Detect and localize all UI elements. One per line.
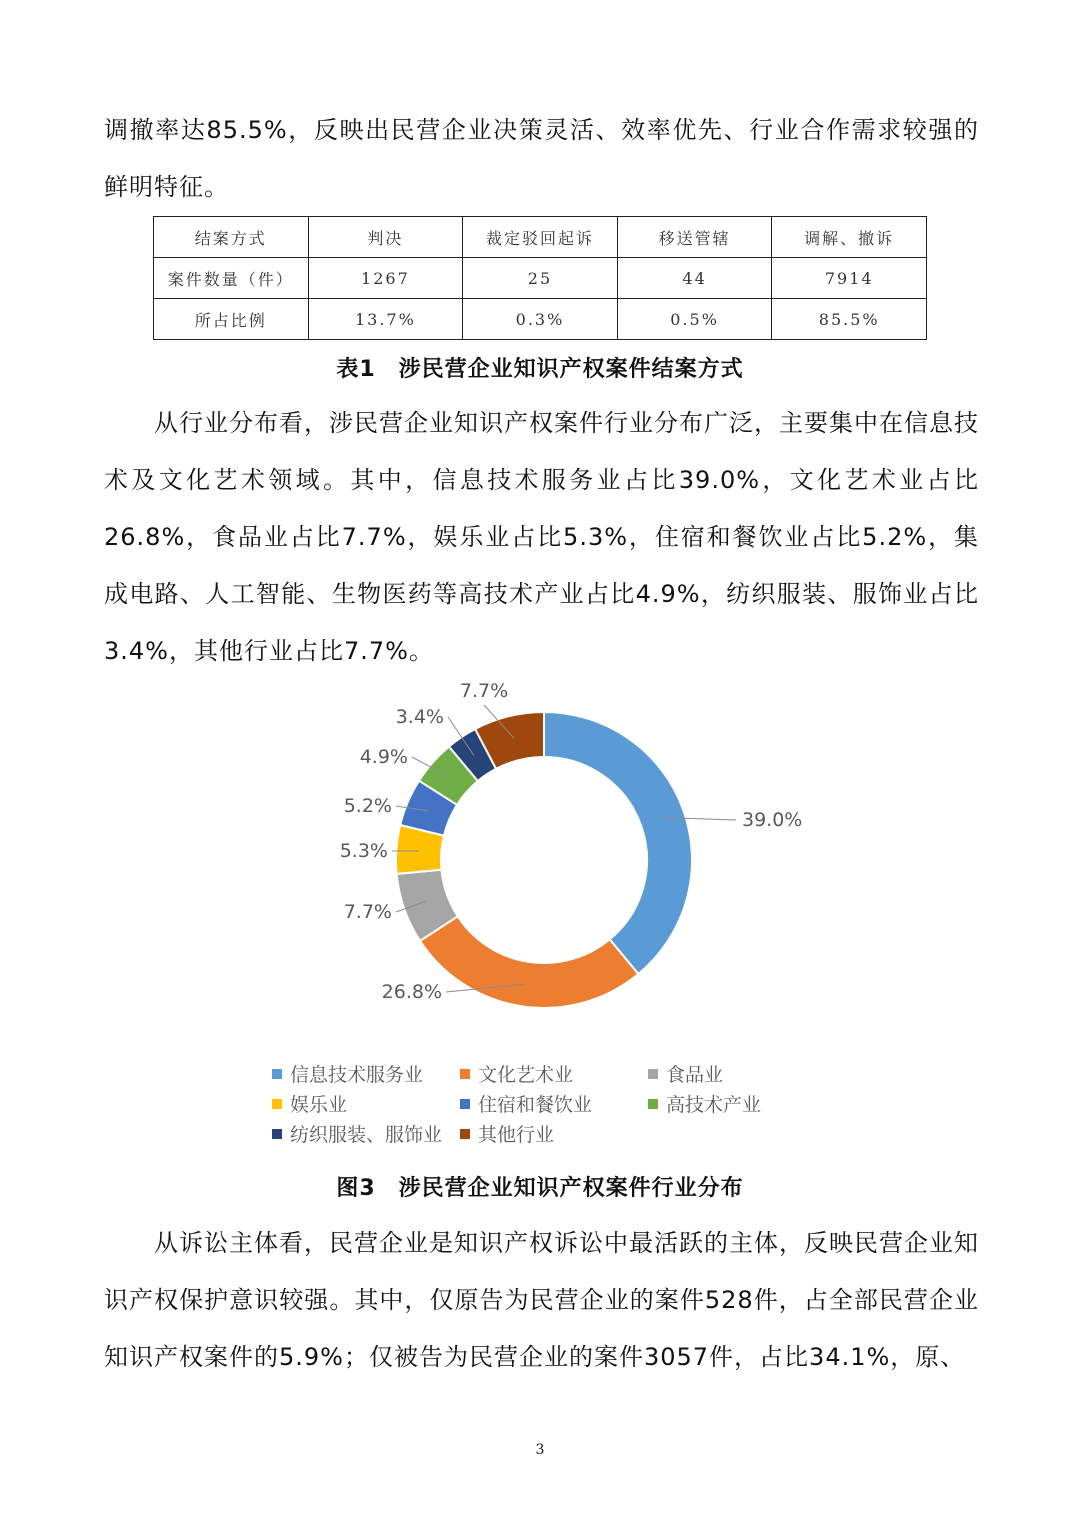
- table-cell: 85.5%: [772, 299, 927, 340]
- legend-swatch: [272, 1069, 282, 1079]
- data-label: 7.7%: [343, 901, 392, 923]
- table-cell: 44: [617, 258, 772, 299]
- paragraph-intro: 调撤率达85.5%，反映出民营企业决策灵活、效率优先、行业合作需求较强的鲜明特征。: [104, 116, 979, 201]
- legend-item: [460, 1120, 554, 1150]
- legend-item: [272, 1120, 442, 1150]
- legend-item: [460, 1060, 573, 1090]
- table-caption: 表1 涉民营企业知识产权案件结案方式: [336, 357, 744, 382]
- table-cell: 13.7%: [308, 299, 463, 340]
- table-row: [154, 217, 927, 258]
- table-cell: 0.3%: [463, 299, 618, 340]
- data-label: 26.8%: [381, 981, 442, 1003]
- table-row-header: 案件数量（件）: [154, 258, 309, 299]
- legend-label: 娱乐业: [290, 1094, 348, 1116]
- table-row-header: 所占比例: [154, 299, 309, 340]
- table-cell: 0.5%: [617, 299, 772, 340]
- data-label: 39.0%: [742, 809, 803, 831]
- legend-swatch: [648, 1069, 658, 1079]
- data-label: 5.3%: [339, 840, 388, 862]
- legend-item: [272, 1090, 347, 1120]
- legend-label: 高技术产业: [666, 1094, 762, 1116]
- legend-swatch: [272, 1099, 282, 1109]
- table-cell: 25: [463, 258, 618, 299]
- legend-label: 文化艺术业: [478, 1064, 574, 1086]
- legend-label: 其他行业: [478, 1124, 555, 1146]
- industry-donut-chart: [300, 680, 803, 1040]
- table-cell: 7914: [772, 258, 927, 299]
- table-cell: 判决: [308, 217, 463, 258]
- table-cell: 调解、撤诉: [772, 217, 927, 258]
- legend-swatch: [272, 1129, 282, 1139]
- data-label: 4.9%: [359, 746, 408, 768]
- figure-caption: 图3 涉民营企业知识产权案件行业分布: [336, 1176, 744, 1201]
- data-label: 5.2%: [343, 795, 392, 817]
- table-row: [154, 258, 927, 299]
- table-cell: 移送管辖: [617, 217, 772, 258]
- legend-item: [272, 1060, 423, 1090]
- donut-slice: [544, 712, 692, 974]
- table-row-header: 结案方式: [154, 217, 309, 258]
- closure-method-table: [153, 216, 927, 340]
- legend-label: 信息技术服务业: [290, 1064, 424, 1086]
- legend-label: 食品业: [666, 1064, 724, 1086]
- table-row: [154, 299, 927, 340]
- paragraph-industry: 从行业分布看，涉民营企业知识产权案件行业分布广泛，主要集中在信息技术及文化艺术领域。其中，信息技术服务业占比39.0%，文化艺术业占比26.8%，食品业占比7.7%，娱乐业占比5.3%，住宿和餐饮业占比5.2%，集成电路、人工智能、生物医药等高技术产业占比4.9%，纺织服装、服饰业占比3.4%，其他行业占比7.7%。: [104, 409, 979, 665]
- donut-slice: [420, 916, 638, 1008]
- legend-swatch: [460, 1099, 470, 1109]
- paragraph-litigants: 从诉讼主体看，民营企业是知识产权诉讼中最活跃的主体，反映民营企业知识产权保护意识较强。其中，仅原告为民营企业的案件528件，占全部民营企业知识产权案件的5.9%；仅被告为民营企业的案件3057件，占比34.1%，原、: [104, 1229, 979, 1371]
- legend-swatch: [648, 1099, 658, 1109]
- legend-item: [460, 1090, 592, 1120]
- page-number: 3: [535, 1442, 545, 1458]
- legend-swatch: [460, 1129, 470, 1139]
- legend-swatch: [460, 1069, 470, 1079]
- data-label: 7.7%: [459, 680, 509, 702]
- legend-item: [648, 1060, 723, 1090]
- data-label: 3.4%: [395, 706, 444, 728]
- table-cell: 1267: [308, 258, 463, 299]
- table-cell: 裁定驳回起诉: [463, 217, 618, 258]
- legend-item: [648, 1090, 761, 1120]
- legend-label: 纺织服装、服饰业: [290, 1124, 443, 1146]
- legend-label: 住宿和餐饮业: [478, 1094, 593, 1116]
